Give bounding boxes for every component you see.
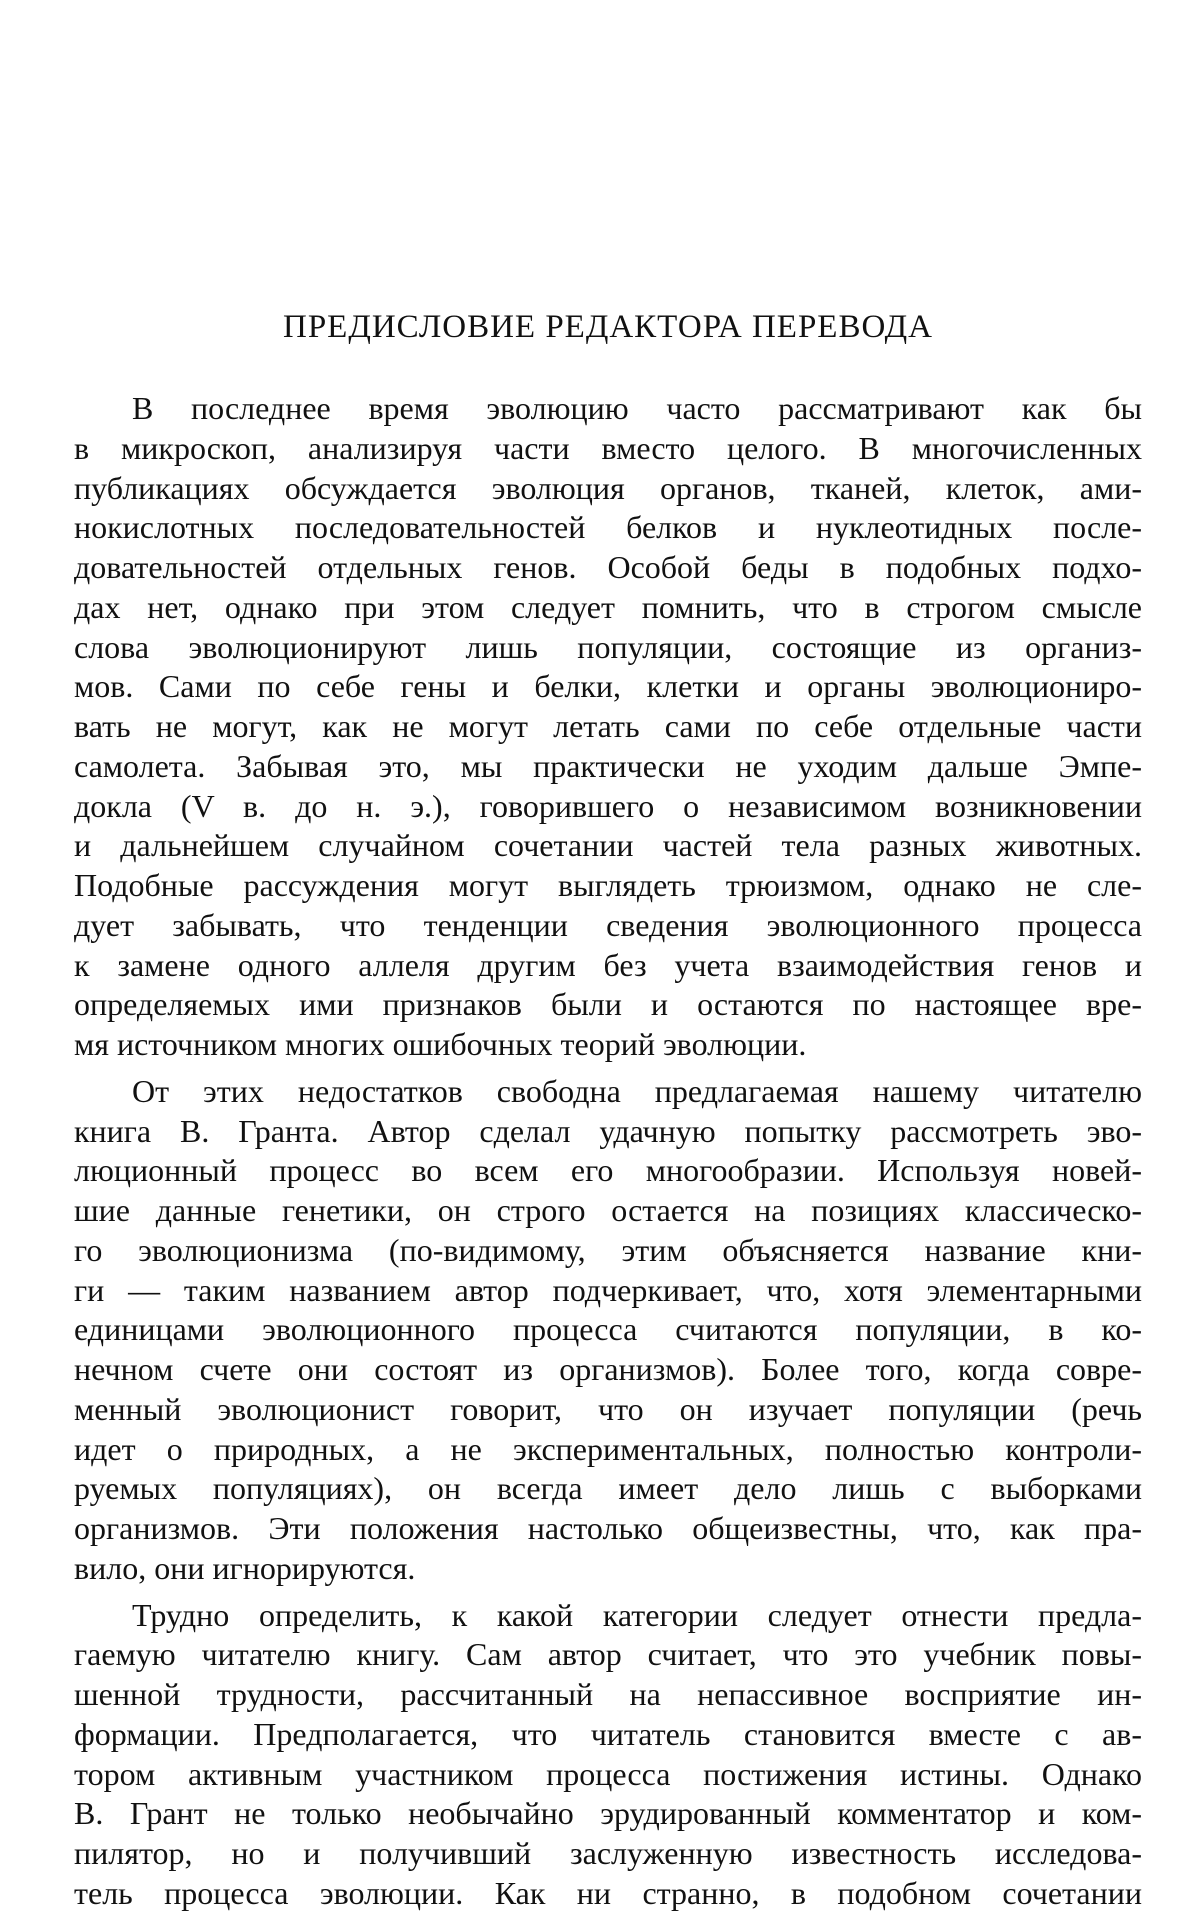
text-line: в микроскоп, анализируя части вместо целого. В многочисленных	[74, 429, 1142, 466]
text-line: идет о природных, а не экспериментальных, полностью контроли-	[74, 1430, 1142, 1467]
text-line: тель процесса эволюции. Как ни странно, в подобном сочетании	[74, 1874, 1142, 1911]
text-line: формации. Предполагается, что читатель становится вместе с ав-	[74, 1715, 1142, 1752]
text-line: книга В. Гранта. Автор сделал удачную попытку рассмотреть эво-	[74, 1112, 1142, 1149]
page-title: ПРЕДИСЛОВИЕ РЕДАКТОРА ПЕРЕВОДА	[282, 309, 933, 345]
text-line: го эволюционизма (по-видимому, этим объясняется название кни-	[74, 1231, 1142, 1268]
text-line: менный эволюционист говорит, что он изучает популяции (речь	[74, 1390, 1142, 1427]
text-line: шенной трудности, рассчитанный на непассивное восприятие ин-	[74, 1676, 1142, 1712]
body-text	[74, 389, 1142, 1914]
book-page	[74, 0, 1142, 1911]
text-line: дах нет, однако при этом следует помнить, что в строгом смысле	[74, 588, 1142, 625]
text-line: Подобные рассуждения могут выглядеть трюизмом, однако не сле-	[74, 867, 1142, 903]
text-line: дует забывать, что тенденции сведения эволюционного процесса	[74, 906, 1142, 943]
text-line: нечном счете они состоят из организмов). Более того, когда совре-	[74, 1351, 1142, 1387]
text-line: мов. Сами по себе гены и белки, клетки и органы эволюциониро-	[74, 668, 1142, 705]
paragraph	[74, 1072, 1142, 1589]
text-line: к замене одного аллеля другим без учета взаимодействия генов и	[74, 946, 1142, 983]
text-line: определяемых ими признаков были и остаются по настоящее вре-	[74, 986, 1142, 1023]
text-line: вать не могут, как не могут летать сами по себе отдельные части	[74, 708, 1142, 744]
text-line: и дальнейшем случайном сочетании частей тела разных животных.	[74, 827, 1142, 864]
text-line: Трудно определить, к какой категории следует отнести предла-	[132, 1596, 1142, 1633]
text-line: публикациях обсуждается эволюция органов, тканей, клеток, ами-	[74, 469, 1142, 506]
text-line: От этих недостатков свободна предлагаемая нашему читателю	[132, 1072, 1142, 1109]
text-line: ги — таким названием автор подчеркивает, что, хотя элементарными	[74, 1271, 1142, 1308]
paragraph	[74, 389, 1142, 1065]
text-line: довательностей отдельных генов. Особой беды в подобных подхо-	[74, 549, 1142, 585]
text-line: докла (V в. до н. э.), говорившего о независимом возникновении	[74, 787, 1142, 824]
text-line: мя источником многих ошибочных теорий эволюции.	[74, 1026, 807, 1062]
text-line: руемых популяциях), он всегда имеет дело лишь с выборками	[74, 1470, 1142, 1507]
text-line: люционный процесс во всем его многообразии. Используя новей-	[74, 1152, 1142, 1189]
text-line: В последнее время эволюцию часто рассматривают как бы	[132, 390, 1142, 426]
text-line: гаемую читателю книгу. Сам автор считает, что это учебник повы-	[74, 1636, 1142, 1673]
text-line: В. Грант не только необычайно эрудированный комментатор и ком-	[74, 1795, 1142, 1832]
paragraph	[74, 1596, 1142, 1914]
text-line: слова эволюционируют лишь популяции, состоящие из организ-	[74, 628, 1142, 665]
text-line: вило, они игнорируются.	[74, 1549, 416, 1586]
text-line: единицами эволюционного процесса считаются популяции, в ко-	[74, 1311, 1142, 1348]
text-line: самолета. Забывая это, мы практически не уходим дальше Эмпе-	[74, 747, 1142, 784]
text-line: шие данные генетики, он строго остается на позициях классическо-	[74, 1192, 1142, 1228]
text-line: тором активным участником процесса постижения истины. Однако	[74, 1755, 1142, 1792]
text-line: нокислотных последовательностей белков и нуклеотидных после-	[74, 509, 1142, 546]
text-line: организмов. Эти положения настолько общеизвестны, что, как пра-	[74, 1510, 1142, 1546]
paragraph-gap	[74, 1589, 1142, 1596]
paragraph-gap	[74, 1065, 1142, 1072]
text-line: пилятор, но и получивший заслуженную известность исследова-	[74, 1835, 1142, 1871]
